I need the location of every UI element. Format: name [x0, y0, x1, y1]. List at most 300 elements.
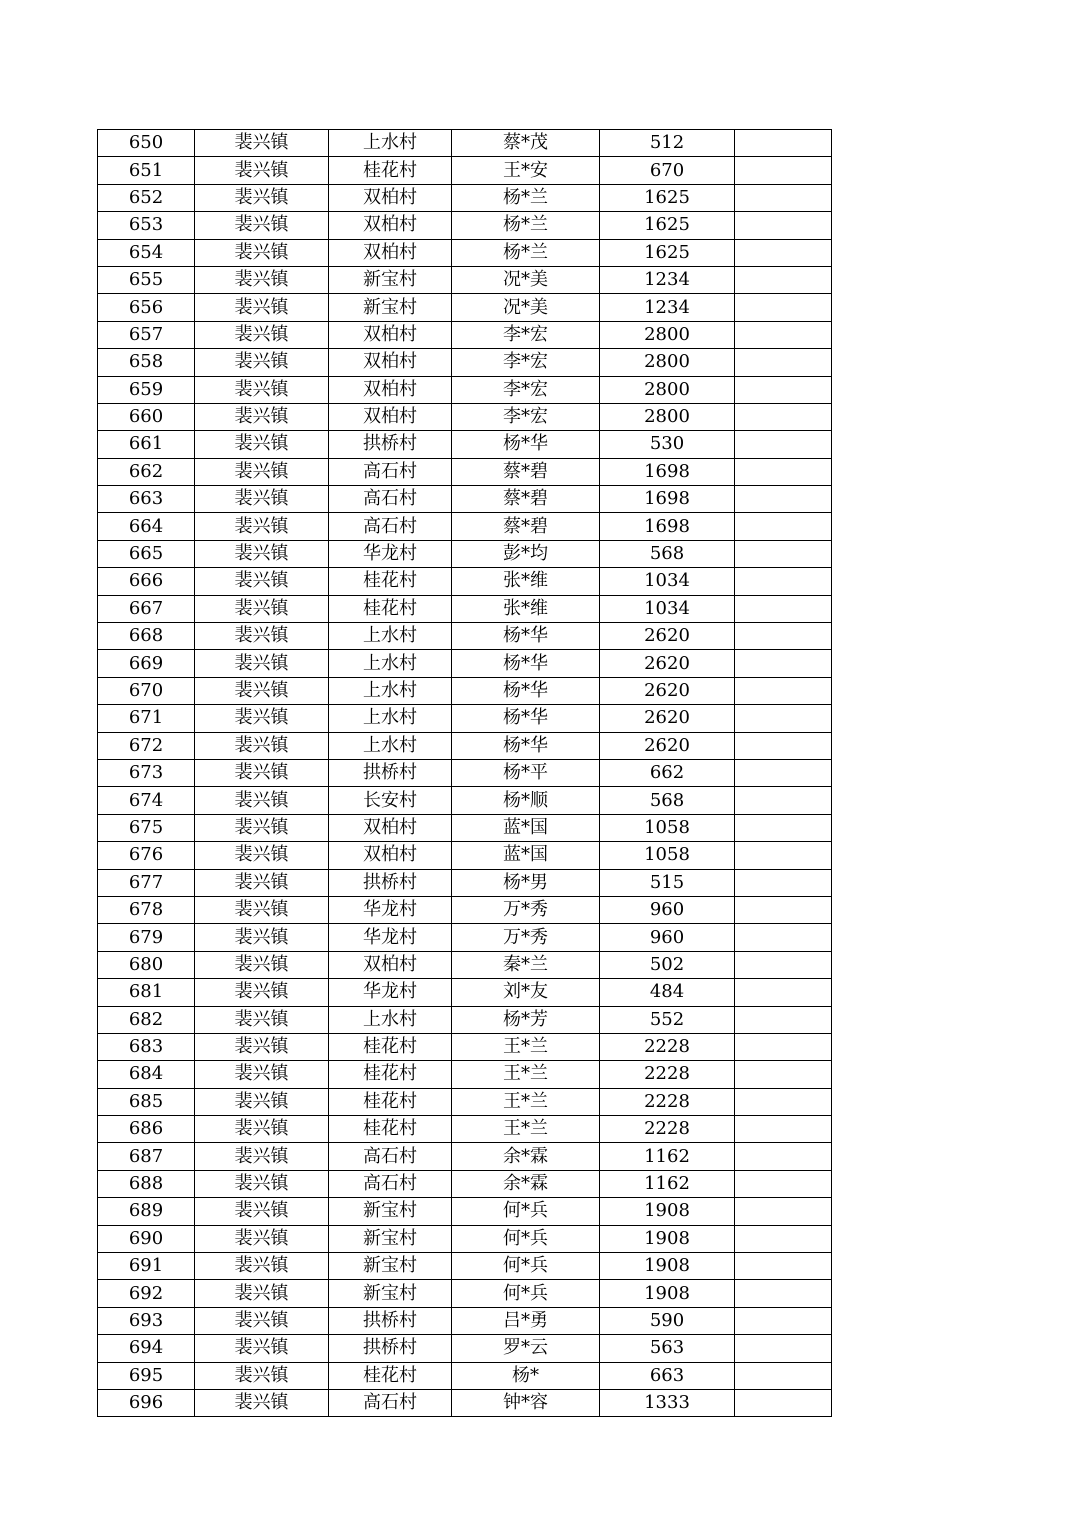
town-cell: 裴兴镇	[195, 458, 329, 485]
town-cell: 裴兴镇	[195, 1143, 329, 1170]
village-cell: 桂花村	[329, 1061, 452, 1088]
table-row	[98, 951, 832, 978]
amount-cell: 2620	[600, 732, 735, 759]
amount-cell: 1625	[600, 239, 735, 266]
note-cell	[735, 1198, 832, 1225]
note-cell	[735, 239, 832, 266]
name-cell: 蓝*国	[452, 814, 600, 841]
table-row	[98, 184, 832, 211]
table-row	[98, 896, 832, 923]
note-cell	[735, 540, 832, 567]
table-row	[98, 814, 832, 841]
amount-cell: 1908	[600, 1198, 735, 1225]
amount-cell: 512	[600, 130, 735, 157]
name-cell: 杨*华	[452, 705, 600, 732]
serial-cell: 664	[98, 513, 195, 540]
table-row	[98, 732, 832, 759]
village-cell: 高石村	[329, 513, 452, 540]
name-cell: 杨*兰	[452, 212, 600, 239]
note-cell	[735, 212, 832, 239]
note-cell	[735, 924, 832, 951]
village-cell: 上水村	[329, 650, 452, 677]
serial-cell: 695	[98, 1362, 195, 1389]
town-cell: 裴兴镇	[195, 595, 329, 622]
village-cell: 新宝村	[329, 1198, 452, 1225]
table-row	[98, 568, 832, 595]
amount-cell: 1908	[600, 1253, 735, 1280]
town-cell: 裴兴镇	[195, 979, 329, 1006]
table-row	[98, 212, 832, 239]
note-cell	[735, 1143, 832, 1170]
village-cell: 桂花村	[329, 1033, 452, 1060]
village-cell: 桂花村	[329, 1088, 452, 1115]
town-cell: 裴兴镇	[195, 759, 329, 786]
amount-cell: 568	[600, 540, 735, 567]
amount-cell: 1034	[600, 595, 735, 622]
serial-cell: 654	[98, 239, 195, 266]
town-cell: 裴兴镇	[195, 513, 329, 540]
note-cell	[735, 294, 832, 321]
table-row	[98, 759, 832, 786]
name-cell: 王*兰	[452, 1116, 600, 1143]
name-cell: 杨*华	[452, 677, 600, 704]
village-cell: 双柏村	[329, 239, 452, 266]
village-cell: 双柏村	[329, 212, 452, 239]
name-cell: 王*兰	[452, 1061, 600, 1088]
town-cell: 裴兴镇	[195, 1088, 329, 1115]
name-cell: 杨*男	[452, 869, 600, 896]
village-cell: 双柏村	[329, 951, 452, 978]
table-row	[98, 924, 832, 951]
note-cell	[735, 1280, 832, 1307]
name-cell: 余*霖	[452, 1143, 600, 1170]
note-cell	[735, 1170, 832, 1197]
serial-cell: 687	[98, 1143, 195, 1170]
amount-cell: 515	[600, 869, 735, 896]
note-cell	[735, 1033, 832, 1060]
serial-cell: 657	[98, 321, 195, 348]
amount-cell: 670	[600, 157, 735, 184]
name-cell: 杨*兰	[452, 239, 600, 266]
name-cell: 蔡*碧	[452, 458, 600, 485]
note-cell	[735, 869, 832, 896]
serial-cell: 672	[98, 732, 195, 759]
amount-cell: 1625	[600, 184, 735, 211]
town-cell: 裴兴镇	[195, 403, 329, 430]
village-cell: 桂花村	[329, 1362, 452, 1389]
amount-cell: 2800	[600, 349, 735, 376]
table-body	[98, 130, 832, 1417]
note-cell	[735, 979, 832, 1006]
amount-cell: 2228	[600, 1116, 735, 1143]
village-cell: 华龙村	[329, 540, 452, 567]
serial-cell: 663	[98, 486, 195, 513]
serial-cell: 669	[98, 650, 195, 677]
town-cell: 裴兴镇	[195, 814, 329, 841]
serial-cell: 680	[98, 951, 195, 978]
table-row	[98, 1061, 832, 1088]
note-cell	[735, 130, 832, 157]
note-cell	[735, 184, 832, 211]
note-cell	[735, 1335, 832, 1362]
village-cell: 高石村	[329, 458, 452, 485]
name-cell: 张*维	[452, 568, 600, 595]
table-row	[98, 1225, 832, 1252]
village-cell: 上水村	[329, 623, 452, 650]
name-cell: 何*兵	[452, 1198, 600, 1225]
village-cell: 桂花村	[329, 595, 452, 622]
name-cell: 杨*华	[452, 732, 600, 759]
name-cell: 杨*华	[452, 650, 600, 677]
table-row	[98, 650, 832, 677]
amount-cell: 563	[600, 1335, 735, 1362]
note-cell	[735, 1006, 832, 1033]
amount-cell: 568	[600, 787, 735, 814]
serial-cell: 650	[98, 130, 195, 157]
village-cell: 双柏村	[329, 842, 452, 869]
amount-cell: 2228	[600, 1033, 735, 1060]
town-cell: 裴兴镇	[195, 1280, 329, 1307]
village-cell: 双柏村	[329, 349, 452, 376]
serial-cell: 681	[98, 979, 195, 1006]
note-cell	[735, 595, 832, 622]
table-row	[98, 1362, 832, 1389]
table-row	[98, 486, 832, 513]
town-cell: 裴兴镇	[195, 540, 329, 567]
village-cell: 新宝村	[329, 1280, 452, 1307]
village-cell: 高石村	[329, 486, 452, 513]
amount-cell: 1698	[600, 458, 735, 485]
table-row	[98, 1170, 832, 1197]
table-row	[98, 869, 832, 896]
table-row	[98, 239, 832, 266]
note-cell	[735, 705, 832, 732]
town-cell: 裴兴镇	[195, 1006, 329, 1033]
serial-cell: 666	[98, 568, 195, 595]
town-cell: 裴兴镇	[195, 732, 329, 759]
town-cell: 裴兴镇	[195, 431, 329, 458]
table-row	[98, 1280, 832, 1307]
name-cell: 杨*兰	[452, 184, 600, 211]
village-cell: 上水村	[329, 732, 452, 759]
amount-cell: 2228	[600, 1061, 735, 1088]
name-cell: 万*秀	[452, 924, 600, 951]
note-cell	[735, 1253, 832, 1280]
serial-cell: 689	[98, 1198, 195, 1225]
name-cell: 彭*均	[452, 540, 600, 567]
amount-cell: 1908	[600, 1225, 735, 1252]
serial-cell: 670	[98, 677, 195, 704]
table-row	[98, 294, 832, 321]
note-cell	[735, 486, 832, 513]
note-cell	[735, 787, 832, 814]
village-cell: 桂花村	[329, 568, 452, 595]
note-cell	[735, 732, 832, 759]
table-row	[98, 1033, 832, 1060]
village-cell: 桂花村	[329, 157, 452, 184]
table-row	[98, 1143, 832, 1170]
serial-cell: 694	[98, 1335, 195, 1362]
table-row	[98, 842, 832, 869]
amount-cell: 2620	[600, 677, 735, 704]
table-row	[98, 130, 832, 157]
amount-cell: 2800	[600, 376, 735, 403]
amount-cell: 590	[600, 1307, 735, 1334]
amount-cell: 2620	[600, 650, 735, 677]
serial-cell: 659	[98, 376, 195, 403]
serial-cell: 667	[98, 595, 195, 622]
amount-cell: 1058	[600, 814, 735, 841]
village-cell: 新宝村	[329, 266, 452, 293]
name-cell: 杨*顺	[452, 787, 600, 814]
village-cell: 华龙村	[329, 896, 452, 923]
name-cell: 蔡*碧	[452, 486, 600, 513]
table-row	[98, 321, 832, 348]
note-cell	[735, 1088, 832, 1115]
amount-cell: 502	[600, 951, 735, 978]
note-cell	[735, 842, 832, 869]
note-cell	[735, 1307, 832, 1334]
amount-cell: 1162	[600, 1143, 735, 1170]
amount-cell: 1625	[600, 212, 735, 239]
town-cell: 裴兴镇	[195, 1170, 329, 1197]
village-cell: 上水村	[329, 130, 452, 157]
amount-cell: 2620	[600, 705, 735, 732]
name-cell: 李*宏	[452, 376, 600, 403]
village-cell: 华龙村	[329, 979, 452, 1006]
name-cell: 王*兰	[452, 1088, 600, 1115]
note-cell	[735, 1061, 832, 1088]
village-cell: 双柏村	[329, 184, 452, 211]
town-cell: 裴兴镇	[195, 294, 329, 321]
amount-cell: 1333	[600, 1389, 735, 1416]
note-cell	[735, 759, 832, 786]
name-cell: 何*兵	[452, 1253, 600, 1280]
village-cell: 新宝村	[329, 294, 452, 321]
town-cell: 裴兴镇	[195, 1198, 329, 1225]
serial-cell: 696	[98, 1389, 195, 1416]
serial-cell: 651	[98, 157, 195, 184]
name-cell: 刘*友	[452, 979, 600, 1006]
amount-cell: 1698	[600, 486, 735, 513]
serial-cell: 678	[98, 896, 195, 923]
amount-cell: 1908	[600, 1280, 735, 1307]
amount-cell: 2228	[600, 1088, 735, 1115]
town-cell: 裴兴镇	[195, 568, 329, 595]
table-row	[98, 513, 832, 540]
serial-cell: 688	[98, 1170, 195, 1197]
town-cell: 裴兴镇	[195, 486, 329, 513]
table-row	[98, 540, 832, 567]
town-cell: 裴兴镇	[195, 212, 329, 239]
serial-cell: 691	[98, 1253, 195, 1280]
serial-cell: 684	[98, 1061, 195, 1088]
town-cell: 裴兴镇	[195, 1335, 329, 1362]
town-cell: 裴兴镇	[195, 1389, 329, 1416]
table-row	[98, 1253, 832, 1280]
town-cell: 裴兴镇	[195, 1033, 329, 1060]
village-cell: 拱桥村	[329, 759, 452, 786]
table-row	[98, 1088, 832, 1115]
table-row	[98, 349, 832, 376]
town-cell: 裴兴镇	[195, 1225, 329, 1252]
amount-cell: 960	[600, 896, 735, 923]
village-cell: 拱桥村	[329, 1335, 452, 1362]
table-row	[98, 705, 832, 732]
name-cell: 李*宏	[452, 403, 600, 430]
village-cell: 华龙村	[329, 924, 452, 951]
table-row	[98, 1389, 832, 1416]
village-cell: 拱桥村	[329, 1307, 452, 1334]
serial-cell: 653	[98, 212, 195, 239]
note-cell	[735, 951, 832, 978]
village-cell: 双柏村	[329, 403, 452, 430]
town-cell: 裴兴镇	[195, 623, 329, 650]
table-row	[98, 677, 832, 704]
village-cell: 新宝村	[329, 1225, 452, 1252]
amount-cell: 2800	[600, 403, 735, 430]
note-cell	[735, 321, 832, 348]
village-cell: 上水村	[329, 705, 452, 732]
name-cell: 何*兵	[452, 1225, 600, 1252]
town-cell: 裴兴镇	[195, 349, 329, 376]
serial-cell: 682	[98, 1006, 195, 1033]
table-row	[98, 458, 832, 485]
name-cell: 杨*华	[452, 431, 600, 458]
name-cell: 王*兰	[452, 1033, 600, 1060]
name-cell: 李*宏	[452, 349, 600, 376]
name-cell: 何*兵	[452, 1280, 600, 1307]
table-row	[98, 376, 832, 403]
town-cell: 裴兴镇	[195, 157, 329, 184]
table-row	[98, 623, 832, 650]
town-cell: 裴兴镇	[195, 266, 329, 293]
serial-cell: 655	[98, 266, 195, 293]
data-table	[97, 129, 832, 1417]
town-cell: 裴兴镇	[195, 869, 329, 896]
serial-cell: 676	[98, 842, 195, 869]
serial-cell: 690	[98, 1225, 195, 1252]
name-cell: 张*维	[452, 595, 600, 622]
note-cell	[735, 1362, 832, 1389]
table-row	[98, 1116, 832, 1143]
village-cell: 上水村	[329, 1006, 452, 1033]
serial-cell: 692	[98, 1280, 195, 1307]
serial-cell: 661	[98, 431, 195, 458]
amount-cell: 2800	[600, 321, 735, 348]
village-cell: 新宝村	[329, 1253, 452, 1280]
name-cell: 况*美	[452, 266, 600, 293]
serial-cell: 656	[98, 294, 195, 321]
table-row	[98, 1198, 832, 1225]
serial-cell: 675	[98, 814, 195, 841]
town-cell: 裴兴镇	[195, 787, 329, 814]
note-cell	[735, 513, 832, 540]
name-cell: 杨*芳	[452, 1006, 600, 1033]
village-cell: 双柏村	[329, 814, 452, 841]
town-cell: 裴兴镇	[195, 239, 329, 266]
note-cell	[735, 1225, 832, 1252]
name-cell: 蔡*碧	[452, 513, 600, 540]
village-cell: 双柏村	[329, 321, 452, 348]
note-cell	[735, 157, 832, 184]
name-cell: 万*秀	[452, 896, 600, 923]
note-cell	[735, 677, 832, 704]
name-cell: 蓝*国	[452, 842, 600, 869]
note-cell	[735, 568, 832, 595]
amount-cell: 552	[600, 1006, 735, 1033]
note-cell	[735, 458, 832, 485]
amount-cell: 1034	[600, 568, 735, 595]
village-cell: 桂花村	[329, 1116, 452, 1143]
town-cell: 裴兴镇	[195, 1362, 329, 1389]
note-cell	[735, 896, 832, 923]
amount-cell: 960	[600, 924, 735, 951]
serial-cell: 677	[98, 869, 195, 896]
name-cell: 王*安	[452, 157, 600, 184]
serial-cell: 685	[98, 1088, 195, 1115]
name-cell: 蔡*茂	[452, 130, 600, 157]
town-cell: 裴兴镇	[195, 1061, 329, 1088]
serial-cell: 665	[98, 540, 195, 567]
town-cell: 裴兴镇	[195, 896, 329, 923]
note-cell	[735, 431, 832, 458]
name-cell: 余*霖	[452, 1170, 600, 1197]
note-cell	[735, 376, 832, 403]
amount-cell: 484	[600, 979, 735, 1006]
note-cell	[735, 403, 832, 430]
town-cell: 裴兴镇	[195, 842, 329, 869]
amount-cell: 1698	[600, 513, 735, 540]
serial-cell: 660	[98, 403, 195, 430]
serial-cell: 683	[98, 1033, 195, 1060]
serial-cell: 686	[98, 1116, 195, 1143]
town-cell: 裴兴镇	[195, 1253, 329, 1280]
amount-cell: 663	[600, 1362, 735, 1389]
note-cell	[735, 623, 832, 650]
village-cell: 高石村	[329, 1143, 452, 1170]
serial-cell: 668	[98, 623, 195, 650]
serial-cell: 671	[98, 705, 195, 732]
town-cell: 裴兴镇	[195, 321, 329, 348]
table-row	[98, 266, 832, 293]
town-cell: 裴兴镇	[195, 1307, 329, 1334]
name-cell: 况*美	[452, 294, 600, 321]
name-cell: 秦*兰	[452, 951, 600, 978]
amount-cell: 2620	[600, 623, 735, 650]
serial-cell: 658	[98, 349, 195, 376]
note-cell	[735, 1389, 832, 1416]
serial-cell: 673	[98, 759, 195, 786]
name-cell: 钟*容	[452, 1389, 600, 1416]
table-row	[98, 1006, 832, 1033]
table-row	[98, 979, 832, 1006]
town-cell: 裴兴镇	[195, 924, 329, 951]
town-cell: 裴兴镇	[195, 184, 329, 211]
amount-cell: 1234	[600, 294, 735, 321]
town-cell: 裴兴镇	[195, 130, 329, 157]
table-row	[98, 787, 832, 814]
town-cell: 裴兴镇	[195, 677, 329, 704]
table-row	[98, 595, 832, 622]
village-cell: 拱桥村	[329, 869, 452, 896]
town-cell: 裴兴镇	[195, 1116, 329, 1143]
note-cell	[735, 349, 832, 376]
name-cell: 杨*华	[452, 623, 600, 650]
table-row	[98, 403, 832, 430]
serial-cell: 693	[98, 1307, 195, 1334]
name-cell: 李*宏	[452, 321, 600, 348]
